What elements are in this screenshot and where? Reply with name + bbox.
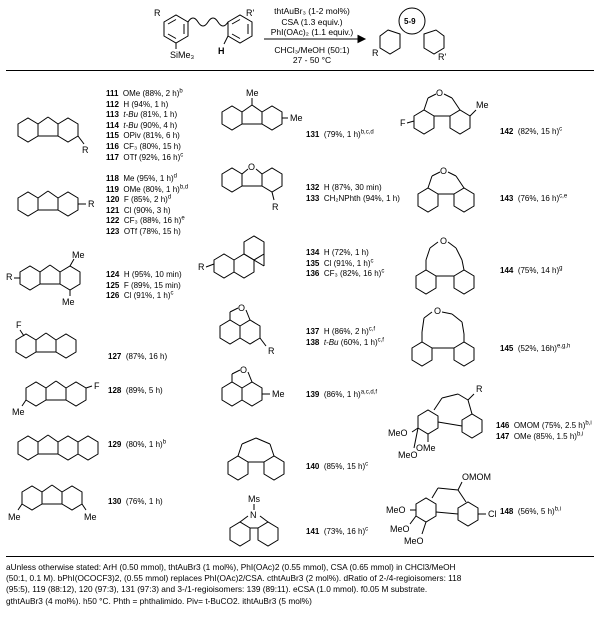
footnote-line: (95:5), 119 (88:12), 120 (97:3), 131 (97:3) and 3-/1-regioisomers: 139 (89:11). eCSA (1.0 mmol). f0.05 M substrate. bbox=[6, 584, 428, 595]
o-label: O bbox=[240, 365, 248, 375]
me-label: Me bbox=[62, 297, 75, 307]
entries-118-123: 118 Me (95%, 1 h)$^d$ 119 OMe (80%, 1 h)$^{b,d}$ 120 F (85%, 2 h)$^d$ 121 Cl (90%, 3 h) 122 CF₃ (88%, 16 h)$^e$ 123 OTf (78%, 15 h) bbox=[106, 173, 189, 236]
o-label: O bbox=[436, 88, 444, 98]
o-label: O bbox=[248, 162, 256, 172]
entry-row: 116 CF₃ (80%, 15 h) bbox=[106, 141, 181, 151]
rp-label: R' bbox=[438, 52, 447, 62]
entry-130: 130 (76%, 1 h) bbox=[108, 497, 163, 506]
fluorene-2-substituted-structure bbox=[14, 186, 106, 226]
f-label: F bbox=[94, 381, 100, 391]
dibenzocycloheptene-structure bbox=[224, 432, 304, 488]
condition-line: 27 - 50 °C bbox=[292, 55, 332, 65]
structure-142 bbox=[400, 84, 510, 154]
me-label: Me bbox=[72, 250, 85, 260]
entry-144: 144 (75%, 14 h)$^g$ bbox=[500, 265, 563, 275]
bottom-rule bbox=[6, 556, 594, 557]
o-label: O bbox=[440, 236, 448, 246]
me-label: Me bbox=[12, 407, 25, 417]
me-label: Me bbox=[84, 512, 97, 522]
benzochromene-137-structure bbox=[216, 304, 306, 364]
structure-145 bbox=[408, 304, 502, 384]
ring-size-label: 5-9 bbox=[404, 17, 416, 26]
footnotes bbox=[6, 562, 594, 607]
me-label: Me bbox=[290, 113, 303, 123]
sime3-label: SiMe₃ bbox=[170, 50, 195, 60]
entries-146-147: 146 OMOM (75%, 2.5 h)$^{b,i}$ 147 OMe (85%, 1.5 h)$^{b,i}$ bbox=[496, 420, 592, 441]
rp-label: R' bbox=[246, 8, 255, 18]
entry-142: 142 (82%, 15 h)$^c$ bbox=[500, 126, 563, 136]
r-label: R bbox=[82, 145, 89, 155]
entry-row: 111 OMe (88%, 2 h)$^b$ bbox=[106, 88, 183, 98]
dibenzofuran-structure bbox=[218, 160, 308, 212]
cl-label: Cl bbox=[488, 509, 497, 519]
reaction-arrow bbox=[262, 34, 366, 44]
entry-128: 128 (89%, 5 h) bbox=[108, 386, 163, 395]
entry-143: 143 (76%, 16 h)$^{c,e}$ bbox=[500, 193, 568, 203]
r-label: R bbox=[154, 8, 161, 18]
r-label: R bbox=[476, 384, 483, 394]
omom-label: OMOM bbox=[462, 472, 491, 482]
fluorene-structure bbox=[14, 108, 104, 158]
r-label: R bbox=[88, 199, 95, 209]
o-label: O bbox=[440, 166, 448, 176]
dihydrophenanthrene-structure bbox=[198, 234, 308, 294]
benzochromene-139-structure bbox=[218, 364, 318, 424]
structure-143 bbox=[414, 160, 500, 224]
condition-line: thtAuBr₃ (1-2 mol%) bbox=[274, 6, 350, 16]
dimethylfluorene-130-structure bbox=[8, 480, 108, 524]
me-label: Me bbox=[476, 100, 489, 110]
starting-material-structure bbox=[150, 4, 260, 64]
meo-label: MeO bbox=[388, 428, 408, 438]
entry-row: 113 t-Bu (81%, 1 h) bbox=[106, 110, 178, 120]
n-label: N bbox=[250, 510, 257, 520]
entry-row: 112 H (94%, 1 h) bbox=[106, 99, 169, 109]
entry-row: 115 OPiv (81%, 6 h) bbox=[106, 131, 180, 141]
structure-148 bbox=[380, 470, 520, 560]
structure-146 bbox=[388, 380, 498, 470]
r-label: R bbox=[268, 346, 275, 356]
structure-128 bbox=[12, 372, 122, 418]
f-label: F bbox=[16, 320, 22, 330]
f-label: F bbox=[400, 118, 406, 128]
condition-line: CSA (1.3 equiv.) bbox=[281, 16, 343, 27]
ome-label: OMe bbox=[416, 443, 436, 453]
footnote-line: (50:1, 0.1 M). bPhI(OCOCF3)2, (0.55 mmol) replaces PhI(OAc)2/CSA. cthtAuBr3 (2 mol%). dRatio of 2-/4-regioisomers: 118 bbox=[6, 573, 462, 584]
r-label: R bbox=[6, 272, 13, 282]
entry-129: 129 (80%, 1 h)$^b$ bbox=[108, 439, 167, 449]
entries-111-117 bbox=[106, 89, 183, 163]
product-structure bbox=[372, 2, 452, 62]
dimethylfluorene-structure bbox=[6, 250, 102, 308]
meo-label: MeO bbox=[404, 536, 424, 546]
r-label: R bbox=[372, 48, 379, 58]
r-label: R bbox=[272, 202, 279, 212]
entry-row: 117 OTf (92%, 16 h)$^c$ bbox=[106, 151, 184, 162]
entries-134-136: 134 H (72%, 1 h) 135 Cl (91%, 1 h)$^c$ 136 CF₃ (82%, 16 h)$^c$ bbox=[306, 248, 385, 279]
benzofluorene-129-structure bbox=[14, 426, 110, 470]
o-label: O bbox=[434, 306, 442, 316]
footnote-line: gthtAuBr3 (4 mol%). h50 °C. Phth = phthalimido. Piv= t-BuCO2. ithtAuBr3 (5 mol%) bbox=[6, 595, 312, 606]
condition-line: PhI(OAc)₂ (1.1 equiv.) bbox=[270, 27, 354, 37]
entry-139: 139 (86%, 1 h)$^{a,c,d,f}$ bbox=[306, 389, 378, 399]
meo-label: MeO bbox=[390, 524, 410, 534]
entry-140: 140 (85%, 15 h)$^c$ bbox=[306, 461, 369, 471]
entries-124-126: 124 H (95%, 10 min) 125 F (89%, 15 min) 126 Cl (91%, 1 h)$^c$ bbox=[106, 270, 182, 301]
fluorofluorene-127-structure bbox=[12, 320, 102, 366]
meo-label: MeO bbox=[398, 450, 418, 460]
ms-label: Ms bbox=[248, 494, 260, 504]
entry-127: 127 (87%, 16 h) bbox=[108, 352, 168, 361]
meo-label: MeO bbox=[386, 505, 406, 515]
entries-132-133: 132 H (87%, 30 min) 133 CH₂NPhth (94%, 1 h) bbox=[306, 183, 400, 203]
me-label: Me bbox=[8, 512, 21, 522]
entry-148: 148 (56%, 5 h)$^{b,i}$ bbox=[500, 506, 562, 516]
footnote-line: aUnless otherwise stated: ArH (0.50 mmol), thtAuBr3 (1 mol%), PhI(OAc)2 (0.55 mmol), CSA (0.65 mmol) in CHCl3/MeOH bbox=[6, 562, 456, 572]
me-label: Me bbox=[272, 389, 285, 399]
entry-141: 141 (73%, 16 h)$^c$ bbox=[306, 526, 369, 536]
condition-line: CHCl₃/MeOH (50:1) bbox=[274, 44, 350, 55]
r-label: R bbox=[198, 262, 205, 272]
entry-145: 145 (52%, 16h)$^{e,g,h}$ bbox=[500, 343, 571, 353]
entry-row: 114 t-Bu (90%, 4 h) bbox=[106, 120, 178, 130]
top-rule bbox=[6, 70, 594, 71]
o-label: O bbox=[238, 303, 246, 313]
h-label: H bbox=[218, 46, 225, 56]
structure-144 bbox=[412, 234, 502, 310]
entry-131: 131 (79%, 1 h)$^{b,c,d}$ bbox=[306, 129, 374, 139]
entries-137-138: 137 H (86%, 2 h)$^{c,f}$ 138 t-Bu (60%, 1 h)$^{c,f}$ bbox=[306, 326, 384, 347]
me-label: Me bbox=[246, 88, 259, 98]
dibenzazepine-structure bbox=[224, 494, 304, 554]
structure-131 bbox=[218, 88, 310, 140]
